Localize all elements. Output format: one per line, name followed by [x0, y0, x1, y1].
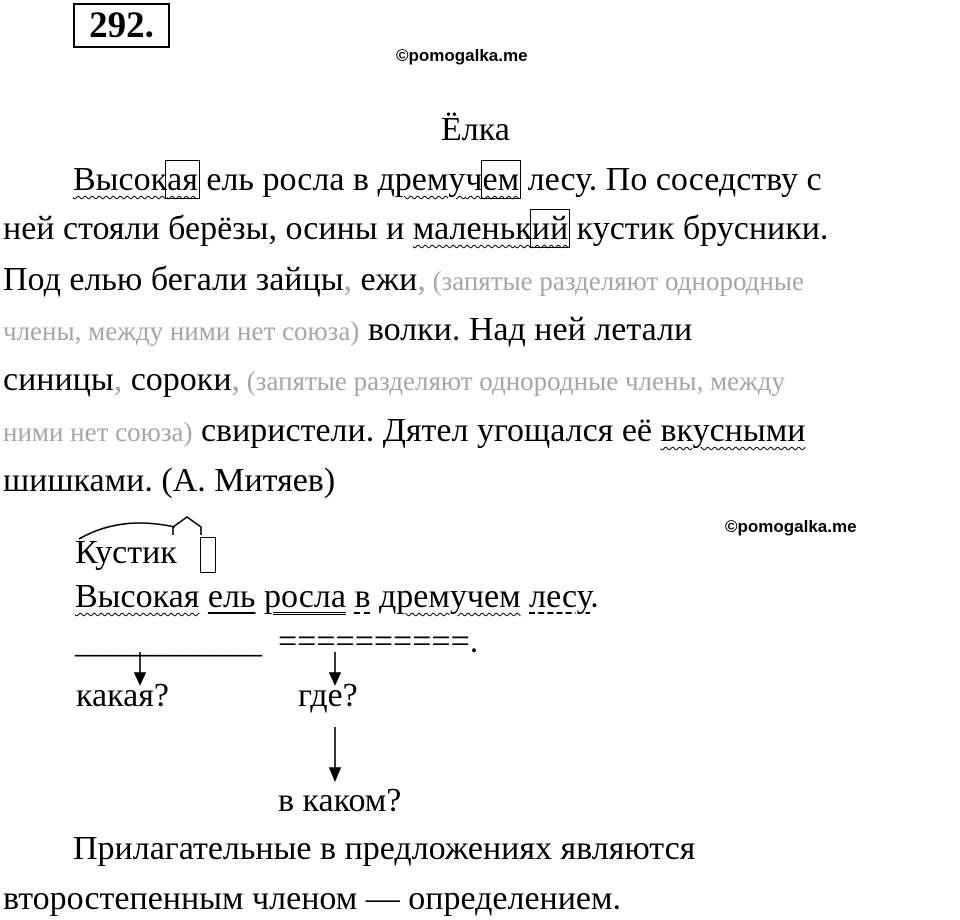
- watermark-mid: ©pomogalka.me: [725, 517, 857, 536]
- exercise-number: 292.: [73, 3, 170, 48]
- scheme-subject-line: ___________: [75, 623, 262, 660]
- text-title: Ёлка: [441, 111, 510, 148]
- parsed-sentence: Высокая ель росла в дремучем лесу.: [75, 578, 599, 615]
- adverbial-word: лесу: [529, 578, 591, 615]
- grey-note: (запятые разделяют однородные: [425, 266, 804, 296]
- question-3: в каком?: [278, 782, 402, 819]
- adverbial-prep: в: [354, 578, 371, 615]
- word-ending-box: ем: [482, 161, 520, 198]
- scheme-predicate-line: ==========.: [278, 623, 479, 660]
- grey-note: (запятые разделяют однородные члены, между: [240, 366, 786, 396]
- text-line-4: члены, между ними нет союза) волки. Над ней летали: [3, 311, 693, 348]
- watermark-top: ©pomogalka.me: [396, 46, 528, 65]
- grey-note: члены, между ними нет союза): [3, 316, 360, 346]
- question-1: какая?: [76, 677, 169, 714]
- text-line-3: Под елью бегали зайцы, ежи, (запятые разделяют однородные: [3, 261, 804, 298]
- predicate-word: росла: [263, 578, 346, 615]
- analysis-word: Кустик: [75, 534, 177, 571]
- text-line-7: шишками. (А. Митяев): [3, 462, 336, 499]
- grey-note: ними нет союза): [3, 417, 193, 447]
- attribute-word-2: дремучем: [379, 578, 521, 615]
- word-root: Высок: [73, 161, 168, 198]
- text-line-6: ними нет союза) свиристели. Дятел угощался её вкусными: [3, 412, 806, 449]
- conclusion-line-2: второстепенным членом — определением.: [3, 880, 622, 917]
- attribute-word: Высокая: [75, 578, 200, 615]
- subject-word: ель: [207, 578, 256, 615]
- text-line-2: ней стояли берёзы, осины и маленький кустик брусники.: [3, 210, 829, 247]
- text-line-5: синицы, сороки, (запятые разделяют однородные члены, между: [3, 361, 786, 398]
- question-2: где?: [298, 677, 358, 714]
- conclusion-line-1: Прилагательные в предложениях являются: [73, 830, 696, 867]
- word-ending-box: ий: [531, 210, 569, 247]
- word-ending-box: ая: [167, 161, 198, 198]
- text-line-1: Высокая ель росла в дремучем лесу. По соседству с: [73, 161, 822, 198]
